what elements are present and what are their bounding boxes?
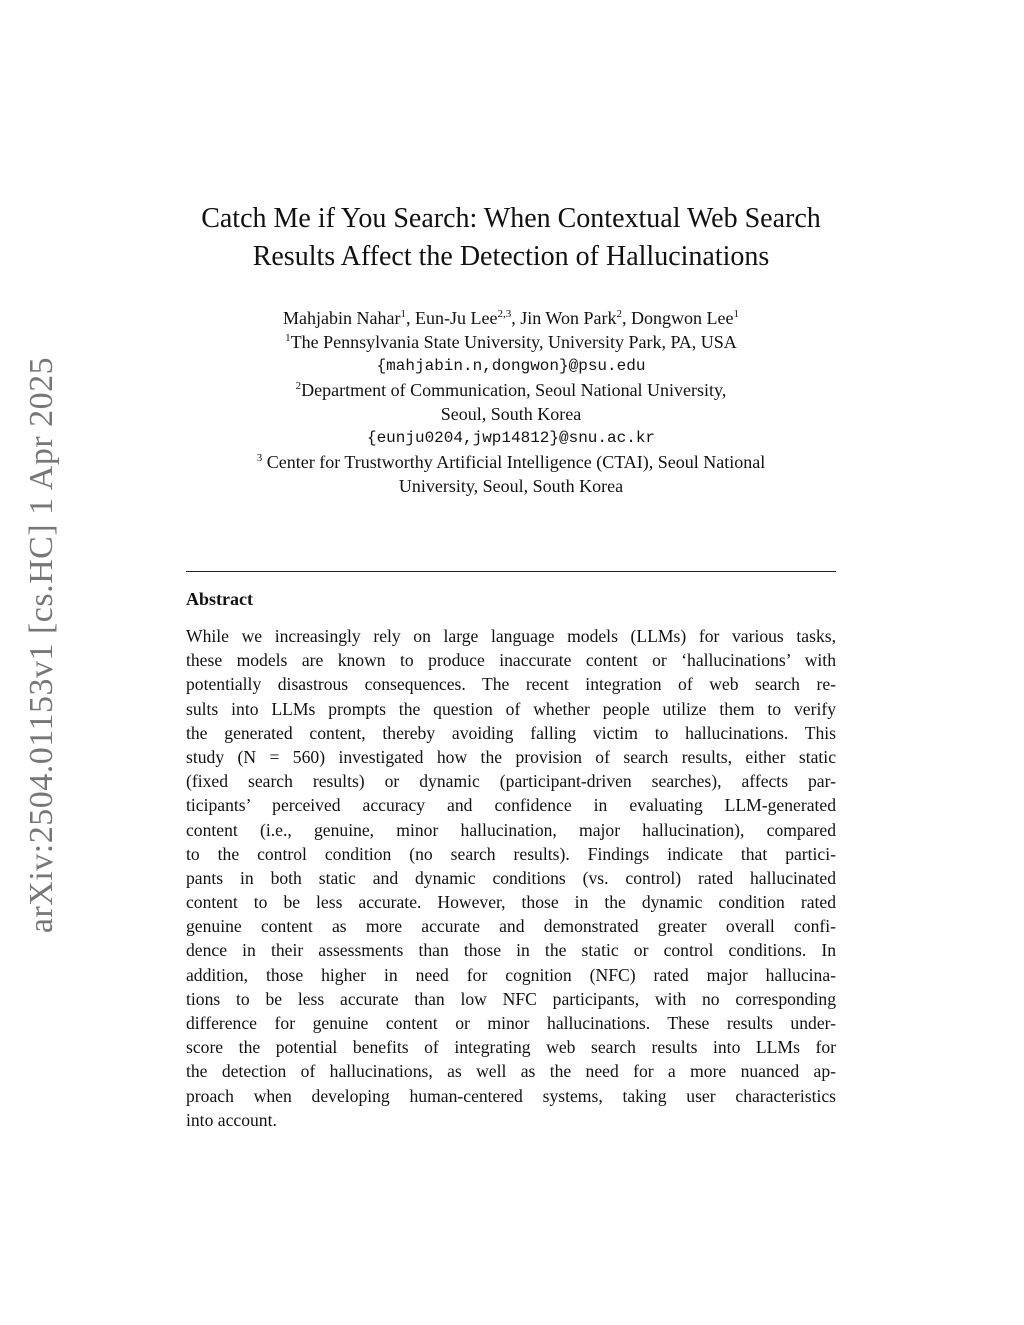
title-line-2: Results Affect the Detection of Hallucinations (252, 241, 770, 272)
abstract-line: the detection of hallucinations, as well as the need for a more nuanced ap- (186, 1061, 836, 1082)
author-affil-sup: 2,3 (497, 308, 512, 320)
horizontal-rule (186, 571, 836, 572)
abstract-line: proach when developing human-centered systems, taking user characteristics (186, 1085, 836, 1106)
abstract-section (186, 586, 836, 1132)
author-affil-sup: 2 (616, 308, 622, 320)
abstract-line: genuine content as more accurate and demonstrated greater overall confi- (186, 916, 836, 937)
abstract-line: the generated content, thereby avoiding falling victim to hallucinations. This (186, 722, 836, 743)
author-name: Jin Won Park (520, 308, 617, 328)
abstract-line: score the potential benefits of integrating web search results into LLMs for (186, 1037, 836, 1058)
affiliation-sup: 3 (256, 452, 263, 464)
email-2: {eunju0204,jwp14812}@snu.ac.kr (366, 429, 656, 447)
title-line-1: Catch Me if You Search: When Contextual Web Search (201, 203, 821, 234)
affiliation-text: Department of Communication, Seoul National University, (301, 380, 727, 400)
affiliation-3-cont: University, Seoul, South Korea (398, 476, 624, 496)
abstract-line: to the control condition (no search results). Findings indicate that partici- (186, 843, 836, 864)
author-name: Dongwon Lee (630, 308, 734, 328)
email-1: {mahjabin.n,dongwon}@psu.edu (376, 357, 646, 375)
abstract-line: content (i.e., genuine, minor hallucination, major hallucination), compared (186, 819, 836, 840)
abstract-body (186, 624, 836, 1132)
author-name: Mahjabin Nahar (283, 308, 401, 328)
abstract-line: difference for genuine content or minor hallucinations. These results under- (186, 1013, 836, 1033)
abstract-line: tions to be less accurate than low NFC participants, with no corresponding (186, 988, 836, 1009)
abstract-heading: Abstract (186, 589, 253, 609)
affiliation-text: Center for Trustworthy Artificial Intelligence (CTAI), Seoul National (266, 452, 766, 472)
abstract-line: study (N = 560) investigated how the provision of search results, either static (186, 746, 836, 767)
arxiv-id-text: arXiv:2504.01153v1 [cs.HC] 1 Apr 2025 (23, 356, 60, 934)
abstract-line: potentially disastrous consequences. The recent integration of web search re- (186, 674, 836, 695)
author-affil-sup: 1 (733, 308, 739, 320)
abstract-line: addition, those higher in need for cognition (NFC) rated major hallucina- (186, 964, 836, 985)
paper-header (186, 200, 836, 498)
abstract-line: (fixed search results) or dynamic (participant-driven searches), affects par- (186, 771, 836, 792)
abstract-line: into account. (186, 1109, 277, 1130)
abstract-line: these models are known to produce inaccurate content or ‘hallucinations’ with (186, 650, 836, 671)
author-list: Mahjabin Nahar$^1$, Eun-Ju Lee$^{2,3}$, Jin Won Park$^2$, Dongwon Lee$^1$ (283, 308, 739, 328)
author-name: Eun-Ju Lee (415, 308, 498, 328)
author-affil-sup: 1 (400, 308, 407, 320)
paper-title (186, 200, 836, 276)
author-block (186, 306, 836, 498)
abstract-line: While we increasingly rely on large language models (LLMs) for various tasks, (186, 626, 836, 646)
affiliation-1 (186, 330, 836, 354)
affiliation-2 (186, 378, 836, 402)
affiliation-2-cont: Seoul, South Korea (440, 404, 582, 424)
affiliation-sup: 2 (295, 380, 302, 392)
abstract-line: pants in both static and dynamic conditions (vs. control) rated hallucinated (186, 867, 836, 888)
abstract-line: sults into LLMs prompts the question of whether people utilize them to verify (186, 698, 836, 719)
affiliation-sup: 1 (285, 332, 291, 344)
affiliation-text: The Pennsylvania State University, University Park, PA, USA (290, 332, 737, 352)
abstract-line: content to be less accurate. However, those in the dynamic condition rated (186, 892, 836, 913)
affiliation-3 (186, 450, 836, 474)
abstract-line: dence in their assessments than those in the static or control conditions. In (186, 940, 836, 961)
abstract-line: ticipants’ perceived accuracy and confidence in evaluating LLM-generated (186, 795, 836, 816)
